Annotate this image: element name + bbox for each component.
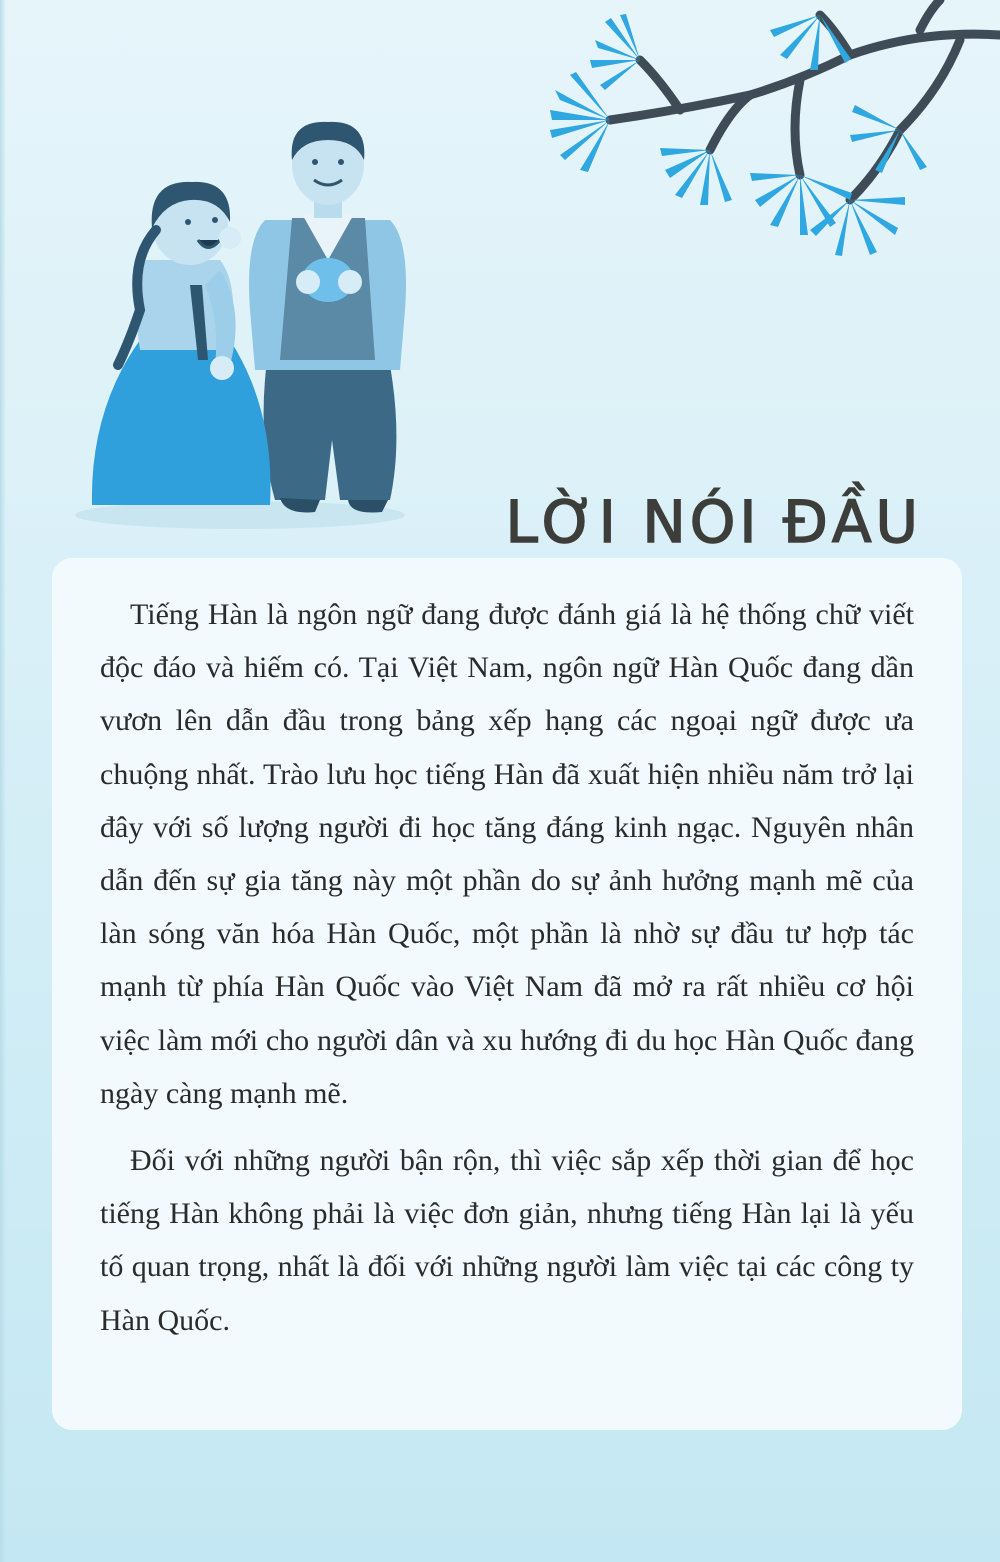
- content-box: [52, 558, 962, 1430]
- girl-figure: [92, 182, 271, 505]
- hanbok-couple-illustration: [70, 110, 410, 540]
- page-title: LỜI NÓI ĐẦU: [505, 488, 922, 556]
- paragraph-busy-learners: Đối với những người bận rộn, thì việc sắp xếp thời gian để học tiếng Hàn không phải là việc đơn giản, nhưng tiếng Hàn lại là yếu tố quan trọng, nhất là đối với những người làm việc tại các công ty Hàn Quốc.: [100, 1144, 914, 1337]
- page-edge: [0, 0, 6, 1562]
- pine-branch-illustration: [500, 0, 1000, 290]
- boy-figure: [249, 122, 406, 513]
- paragraph-intro: Tiếng Hàn là ngôn ngữ đang được đánh giá là hệ thống chữ viết độc đáo và hiếm có. Tại Việt Nam, ngôn ngữ Hàn Quốc đang dần vươn lên dẫn đầu trong bảng xếp hạng các ngoại ngữ được ưa chuộng nhất. Trào lưu học tiếng Hàn đã xuất hiện nhiều năm trở lại đây với số lượng người đi học tăng đáng kinh ngạc. Nguyên nhân dẫn đến sự gia tăng này một phần do sự ảnh hưởng mạnh mẽ của làn sóng văn hóa Hàn Quốc, một phần là nhờ sự đầu tư hợp tác mạnh từ phía Hàn Quốc vào Việt Nam đã mở ra rất nhiều cơ hội việc làm mới cho người dân và xu hướng đi du học Hàn Quốc đang ngày càng mạnh mẽ.: [100, 598, 914, 1110]
